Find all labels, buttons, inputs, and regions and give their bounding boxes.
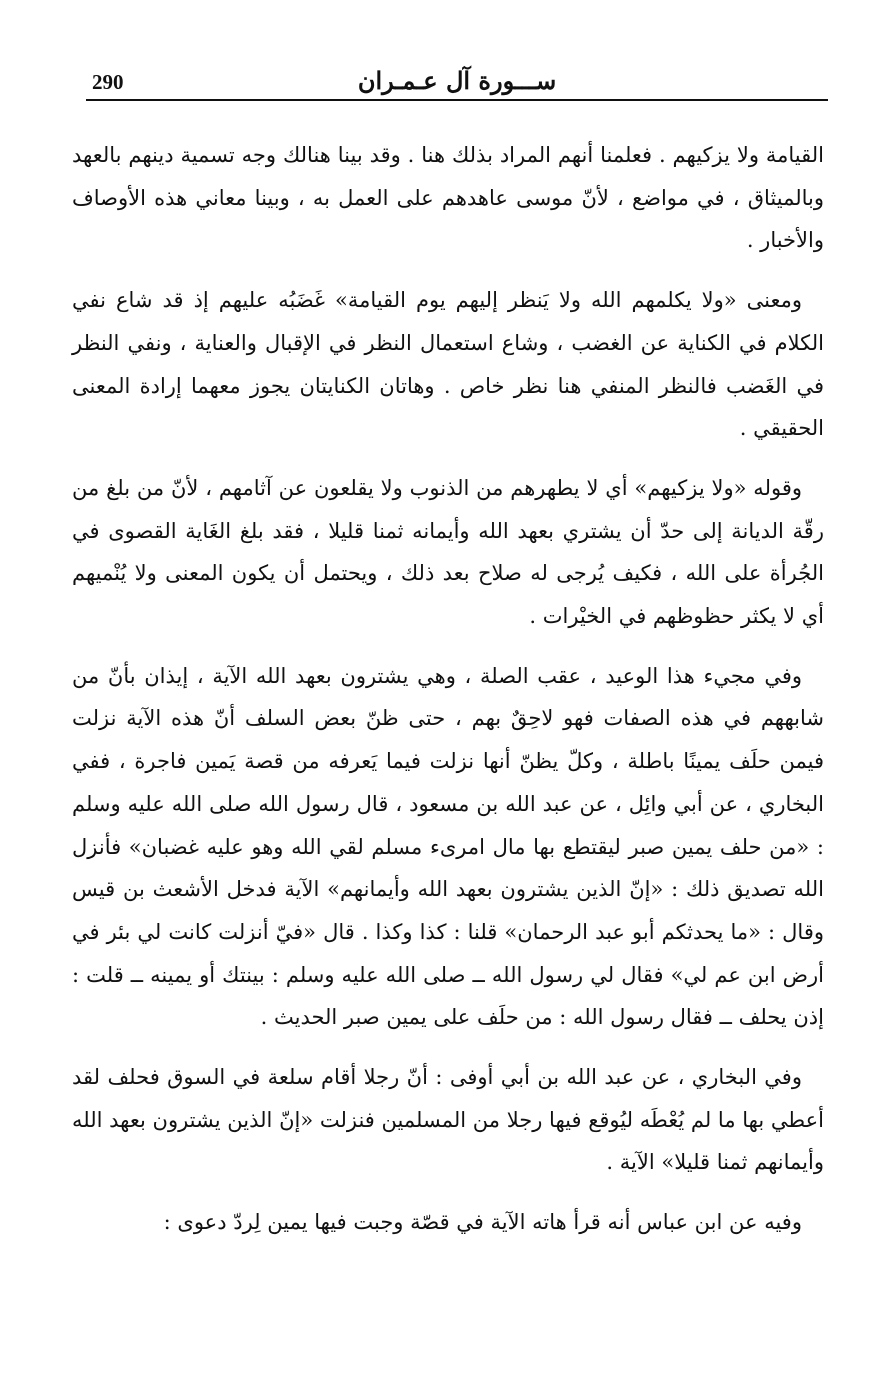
page-number: 290 bbox=[92, 70, 124, 94]
paragraph: وفيه عن ابن عباس أنه قرأ هاته الآية في قصّة وجبت فيها يمين لِردّ دعوى : bbox=[163, 1210, 802, 1235]
paragraph: ومعنى «ولا يكلمهم الله ولا يَنظر إليهم يوم القيامة» غَضَبُه عليهم إذ قد شاع نفي الكلام في الكناية عن الغضب ، وشاع استعمال النظر في الإقبال والعناية ، ونفي النظر في الغَضب فالنظر المنفي هنا نظر خاص . وهاتان الكنايتان يجوز معهما إرادة المعنى الحقيقي . bbox=[72, 288, 824, 441]
paragraph: وفي البخاري ، عن عبد الله بن أبي أوفى : أنّ رجلا أقام سلعة في السوق فحلف لقد أعطي بها ما لم يُعْطَه ليُوقع فيها رجلا من المسلمين فنزلت «إنّ الذين يشترون بعهد الله وأيمانهم ثمنا قليلا» الآية . bbox=[72, 1065, 824, 1175]
running-title: ســـورة آل عـمـران bbox=[357, 66, 557, 95]
page-header bbox=[92, 62, 822, 102]
paragraph: وقوله «ولا يزكيهم» أي لا يطهرهم من الذنوب ولا يقلعون عن آثامهم ، لأنّ من بلغ من رقّة الديانة إلى حدّ أن يشتري بعهد الله وأيمانه ثمنا قليلا ، فقد بلغ الغَاية القصوى في الجُرأة على الله ، فكيف يُرجى له صلاح بعد ذلك ، ويحتمل أن يكون المعنى ولا يُنْميهم أي لا يكثر حظوظهم في الخيْرات . bbox=[72, 475, 824, 629]
paragraph: وفي مجيء هذا الوعيد ، عقب الصلة ، وهي يشترون بعهد الله الآية ، إيذان بأنّ من شابههم في هذه الصفات فهو لاحِقٌ بهم ، حتى ظنّ بعض السلف أنّ هذه الآية نزلت فيمن حلَف يمينًا باطلة ، وكلّ يظنّ أنها نزلت فيما يَعرفه من قصة يَمين فاجرة ، ففي البخاري ، عن أبي وائِل ، عن عبد الله بن مسعود ، قال رسول الله صلى الله عليه وسلم : «من حلف يمين صبر ليقتطع بها مال امرىء مسلم لقي الله وهو عليه غضبان» فأنزل الله تصديق ذلك : «إنّ الذين يشترون بعهد الله وأيمانهم» الآية فدخل الأشعث بن قيس وقال : «ما يحدثكم أبو عبد الرحمان» قلنا : كذا وكذا . قال «فيّ أنزلت كانت لي بئر في أرض ابن عم لي» فقال لي رسول الله ــ صلى الله عليه وسلم : بينتك أو يمينه ــ قلت : إذن يحلف ــ فقال رسول الله : من حلَف على يمين صبر الحديث . bbox=[72, 663, 824, 1030]
paragraph: القيامة ولا يزكيهم . فعلمنا أنهم المراد بذلك هنا . وقد بينا هنالك وجه تسمية دينهم بالعهد وبالميثاق ، في مواضع ، لأنّ موسى عاهدهم على العمل به ، وبينا معاني هذه الأوصاف والأخبار . bbox=[72, 143, 824, 253]
body-text bbox=[72, 134, 824, 1261]
header-rule bbox=[86, 99, 828, 101]
